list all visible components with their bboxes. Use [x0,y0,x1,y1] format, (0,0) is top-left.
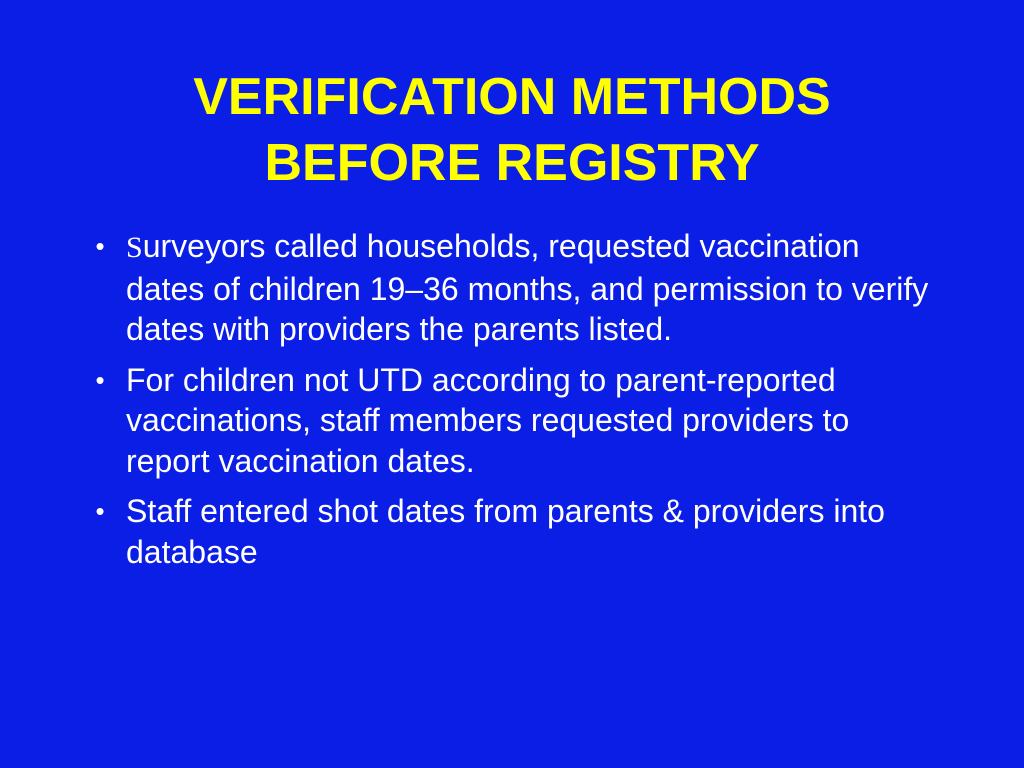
bullet-item-2 [0,360,940,482]
slide-title [0,64,1024,196]
slide-title-line-2: BEFORE REGISTRY [264,134,760,192]
bullet-2-text: For children not UTD according to parent-reported vaccinations, staff members requested providers to report vaccination dates. [126,361,850,479]
slide-title-line-1: VERIFICATION METHODS [193,68,831,126]
bullet-item-3 [0,491,940,572]
bullet-1-text: urveyors called households, requested vaccination dates of children 19–36 months, and permission to verify dates with providers the parents listed. [126,228,929,347]
bullet-icon: • [95,496,105,526]
bullet-list [0,226,940,582]
bullet-1-lead-letter: S [126,231,143,264]
bullet-item-1 [0,226,940,350]
bullet-icon: • [95,231,105,261]
bullet-3-text: Staff entered shot dates from parents & providers into database [126,493,885,570]
bullet-icon: • [95,364,105,395]
